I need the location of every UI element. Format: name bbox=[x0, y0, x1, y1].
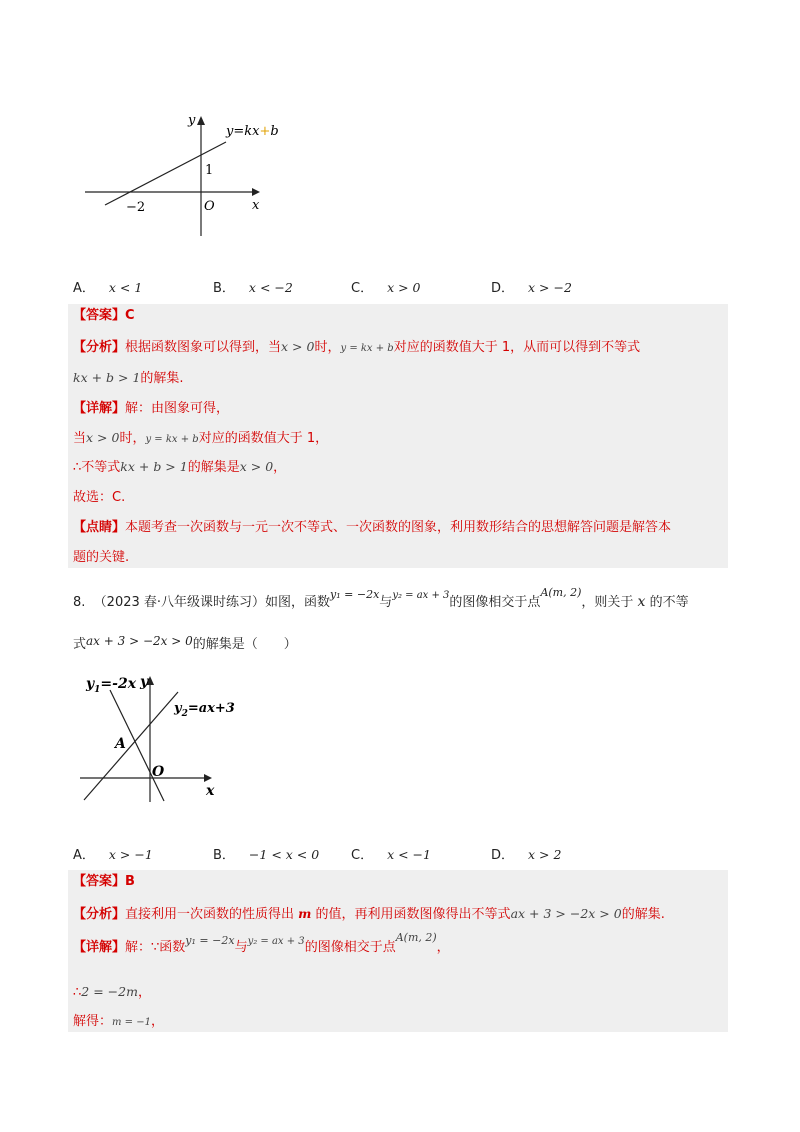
q8-graph bbox=[78, 668, 235, 803]
q7-analysis-line-2: kx + b > 1的解集. bbox=[73, 370, 184, 386]
q8-y-axis-label: y bbox=[140, 674, 149, 690]
q8-point-a-label: A bbox=[115, 736, 126, 752]
q7-y-axis-label: y bbox=[188, 113, 196, 128]
q8-stem-line-2: 式ax + 3 > −2x > 0的解集是（ ） bbox=[73, 634, 297, 652]
q7-answer-line: 【答案】C bbox=[73, 308, 135, 323]
q8-y1-label: $y_1=-2x$ bbox=[86, 676, 137, 695]
q8-detail-line-1: 【详解】解：∵函数$^{y_1 = -2x}$与$^{y_2 = ax + 3}$的图像相交于点$^{A(m, 2)}$， bbox=[73, 931, 450, 955]
q7-option-a[interactable]: A． x < 1 bbox=[73, 280, 143, 296]
q8-detail-line-2: ∴2 = −2m， bbox=[73, 984, 151, 1000]
q8-x-axis-label: x bbox=[206, 783, 215, 799]
q8-line-y2 bbox=[84, 692, 178, 800]
q7-x-intercept-label: −2 bbox=[126, 200, 146, 215]
q7-detail-line-2: 当x > 0时，y = kx + b对应的函数值大于 1， bbox=[73, 430, 329, 446]
q7-comment-line-1: 【点睛】本题考查一次函数与一元一次不等式、一次函数的图象，利用数形结合的思想解答问题是解答本 bbox=[73, 520, 672, 535]
q7-line-label: y=kx+b bbox=[226, 124, 279, 139]
q7-options bbox=[73, 277, 733, 301]
q7-detail-line-1: 【详解】解：由图象可得， bbox=[73, 401, 230, 416]
q7-graph bbox=[80, 108, 279, 238]
q8-y2-label: $y_2=ax+3$ bbox=[174, 701, 235, 719]
q7-analysis-line-1: 【分析】根据函数图象可以得到，当x > 0时，y = kx + b对应的函数值大于 1，从而可以得到不等式 bbox=[73, 339, 641, 355]
q8-option-d[interactable]: D． x > 2 bbox=[491, 847, 562, 863]
q8-option-b[interactable]: B． −1 < x < 0 bbox=[213, 847, 320, 863]
q7-option-b[interactable]: B． x < −2 bbox=[213, 280, 293, 296]
q7-detail-line-4: 故选：C. bbox=[73, 490, 126, 505]
q8-stem-line-1: 8. （2023 春·八年级课时练习）如图，函数$^{y_1 = -2x}$与$^{y_2 = ax + 3}$的图像相交于点$^{A(m, 2)}$，则关于 x 的不等 bbox=[73, 586, 689, 610]
q8-detail-line-3: 解得：m = −1， bbox=[73, 1014, 164, 1029]
x-arrow-icon bbox=[252, 188, 260, 196]
q8-options bbox=[73, 844, 733, 868]
q7-comment-line-2: 题的关键. bbox=[73, 550, 130, 565]
q7-option-d[interactable]: D． x > −2 bbox=[491, 280, 572, 296]
x-arrow-icon bbox=[204, 774, 212, 782]
y-arrow-icon bbox=[197, 116, 205, 125]
q8-answer-line: 【答案】B bbox=[73, 874, 135, 889]
q8-option-a[interactable]: A． x > −1 bbox=[73, 847, 153, 863]
q8-option-c[interactable]: C． x < −1 bbox=[351, 847, 431, 863]
q7-x-axis-label: x bbox=[252, 198, 260, 213]
q7-y-intercept-label: 1 bbox=[205, 163, 214, 178]
q8-origin-label: O bbox=[152, 764, 165, 780]
q7-detail-line-3: ∴不等式kx + b > 1的解集是x > 0， bbox=[73, 459, 287, 475]
q8-analysis-line: 【分析】直接利用一次函数的性质得出 m 的值，再利用函数图像得出不等式ax + 3 > −2x > 0的解集. bbox=[73, 906, 665, 922]
q7-origin-label: O bbox=[204, 199, 215, 214]
q7-option-c[interactable]: C． x > 0 bbox=[351, 280, 421, 296]
